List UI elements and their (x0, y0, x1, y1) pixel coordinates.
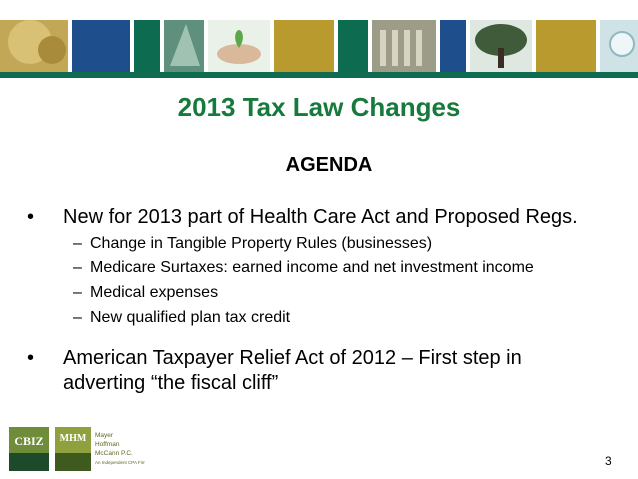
column-shape (392, 30, 398, 66)
sub-marker: – (73, 309, 82, 326)
green-tile (338, 20, 368, 72)
tree-trunk (498, 48, 504, 68)
gold-tile (536, 20, 596, 72)
bullet-text-line: American Taxpayer Relief Act of 2012 – First step in (63, 347, 522, 369)
mhm-logo-line: McCann P.C. (95, 450, 133, 457)
banner-image-strip (0, 0, 638, 78)
blue-tile (440, 20, 466, 72)
cbiz-logo-graphic (9, 427, 49, 471)
mhm-logo-text: MHM (59, 433, 87, 444)
gold-tile (274, 20, 334, 72)
mhm-logo-line: Hoffman (95, 441, 120, 448)
sub-text: Medical expenses (90, 284, 219, 301)
banner-accent-bar (0, 72, 638, 78)
header-banner (0, 0, 638, 78)
mhm-logo (55, 427, 145, 471)
page-number: 3 (605, 454, 612, 468)
sub-text: Change in Tangible Property Rules (businesses) (90, 235, 433, 252)
globe-icon (610, 32, 634, 56)
column-shape (416, 30, 422, 66)
slide-title: 2013 Tax Law Changes (177, 92, 461, 122)
bullet-marker: • (27, 206, 35, 228)
column-shape (380, 30, 386, 66)
bullet-text-line: adverting “the fiscal cliff” (63, 372, 279, 394)
sub-text: Medicare Surtaxes: earned income and net investment income (90, 259, 534, 276)
bullet-text: New for 2013 part of Health Care Act and Proposed Regs. (63, 206, 578, 228)
green-tile (134, 20, 160, 72)
coin-shape (38, 36, 66, 64)
mhm-logo-graphic (55, 427, 145, 471)
bullet-marker: • (27, 347, 35, 369)
mhm-logo-line: Mayer (95, 432, 114, 439)
sub-marker: – (73, 235, 82, 252)
sub-marker: – (73, 284, 82, 301)
sub-text: New qualified plan tax credit (90, 309, 291, 326)
column-shape (404, 30, 410, 66)
cbiz-logo (9, 427, 49, 471)
cbiz-logo-text: CBIZ (14, 434, 44, 448)
mhm-logo-tagline: An Independent CPA Firm (95, 460, 145, 465)
blue-tile (72, 20, 130, 72)
agenda-heading: AGENDA (285, 154, 373, 176)
sub-marker: – (73, 259, 82, 276)
